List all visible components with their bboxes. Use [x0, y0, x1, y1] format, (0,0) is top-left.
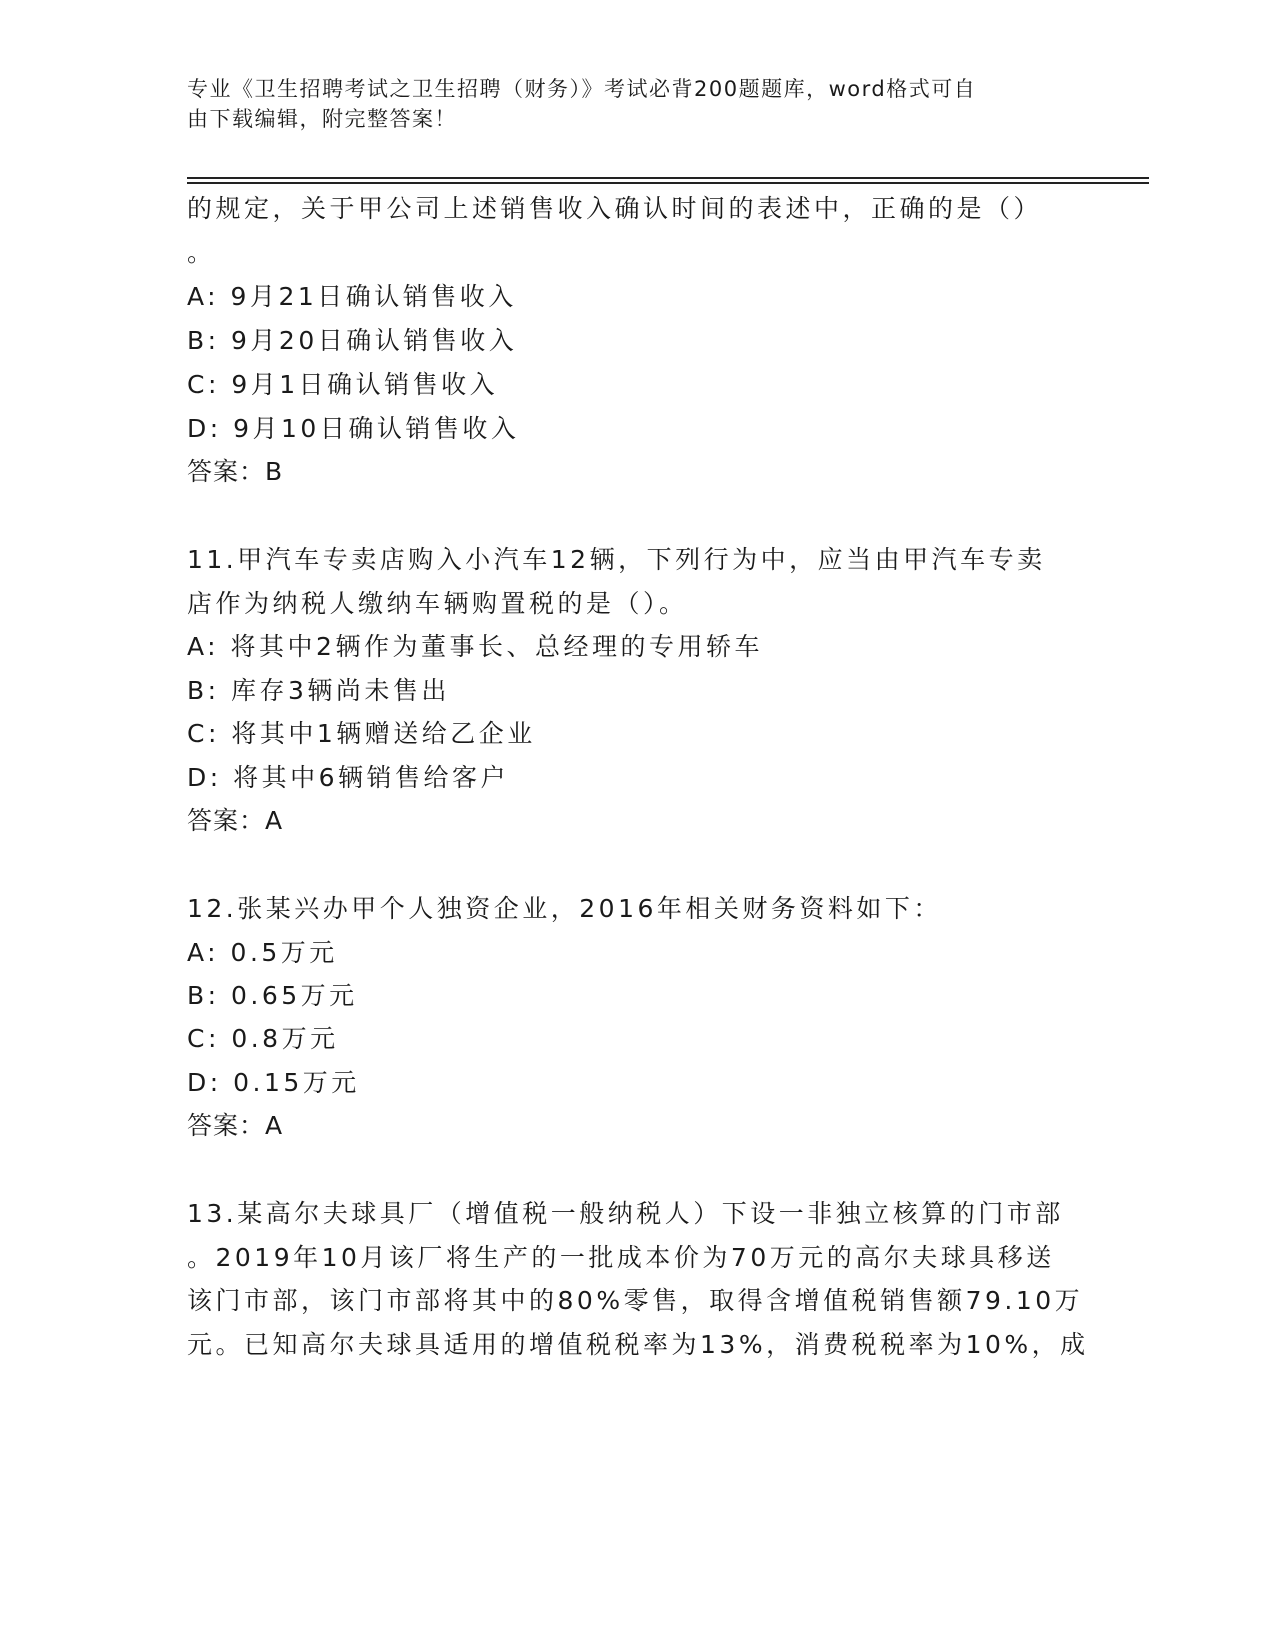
q10-answer: 答案：B [187, 457, 284, 486]
document-header [187, 74, 1067, 134]
q11-option-c: C: 将其中1辆赠送给乙企业 [187, 719, 536, 748]
q10-stem-line-2: 。 [187, 238, 216, 267]
q10-option-d: D: 9月10日确认销售收入 [187, 414, 520, 443]
q11-answer: 答案：A [187, 806, 284, 835]
q12-option-d: D: 0.15万元 [187, 1068, 360, 1097]
q11-stem-line-2: 店作为纳税人缴纳车辆购置税的是（）。 [187, 589, 688, 618]
q12-stem-line-1: 12.张某兴办甲个人独资企业，2016年相关财务资料如下： [187, 894, 942, 923]
q12-option-a: A: 0.5万元 [187, 938, 338, 967]
q11-stem-line-1: 11.甲汽车专卖店购入小汽车12辆，下列行为中，应当由甲汽车专卖 [187, 545, 1046, 574]
q10-option-b: B: 9月20日确认销售收入 [187, 326, 518, 355]
q13-stem-line-3: 该门市部，该门市部将其中的80%零售，取得含增值税销售额79.10万 [187, 1286, 1084, 1315]
q13-stem-line-4: 元。已知高尔夫球具适用的增值税税率为13%，消费税税率为10%，成 [187, 1330, 1089, 1359]
q11-option-a: A: 将其中2辆作为董事长、总经理的专用轿车 [187, 632, 763, 661]
q10-option-a: A: 9月21日确认销售收入 [187, 282, 517, 311]
q10-stem-line-1: 的规定，关于甲公司上述销售收入确认时间的表述中，正确的是（） [187, 194, 1043, 223]
header-line-2: 由下载编辑，附完整答案！ [187, 107, 457, 131]
q12-answer: 答案：A [187, 1111, 284, 1140]
q11-option-b: B: 库存3辆尚未售出 [187, 676, 450, 705]
header-line-1: 专业《卫生招聘考试之卫生招聘（财务）》考试必背200题题库，word格式可自 [187, 77, 977, 101]
header-divider-top [187, 177, 1149, 179]
q13-stem-line-1: 13.某高尔夫球具厂（增值税一般纳税人）下设一非独立核算的门市部 [187, 1199, 1064, 1228]
q12-option-b: B: 0.65万元 [187, 981, 358, 1010]
header-divider-bottom [187, 182, 1149, 184]
q12-option-c: C: 0.8万元 [187, 1024, 339, 1053]
q10-option-c: C: 9月1日确认销售收入 [187, 370, 499, 399]
q11-option-d: D: 将其中6辆销售给客户 [187, 763, 510, 792]
q13-stem-line-2: 。2019年10月该厂将生产的一批成本价为70万元的高尔夫球具移送 [187, 1243, 1055, 1272]
